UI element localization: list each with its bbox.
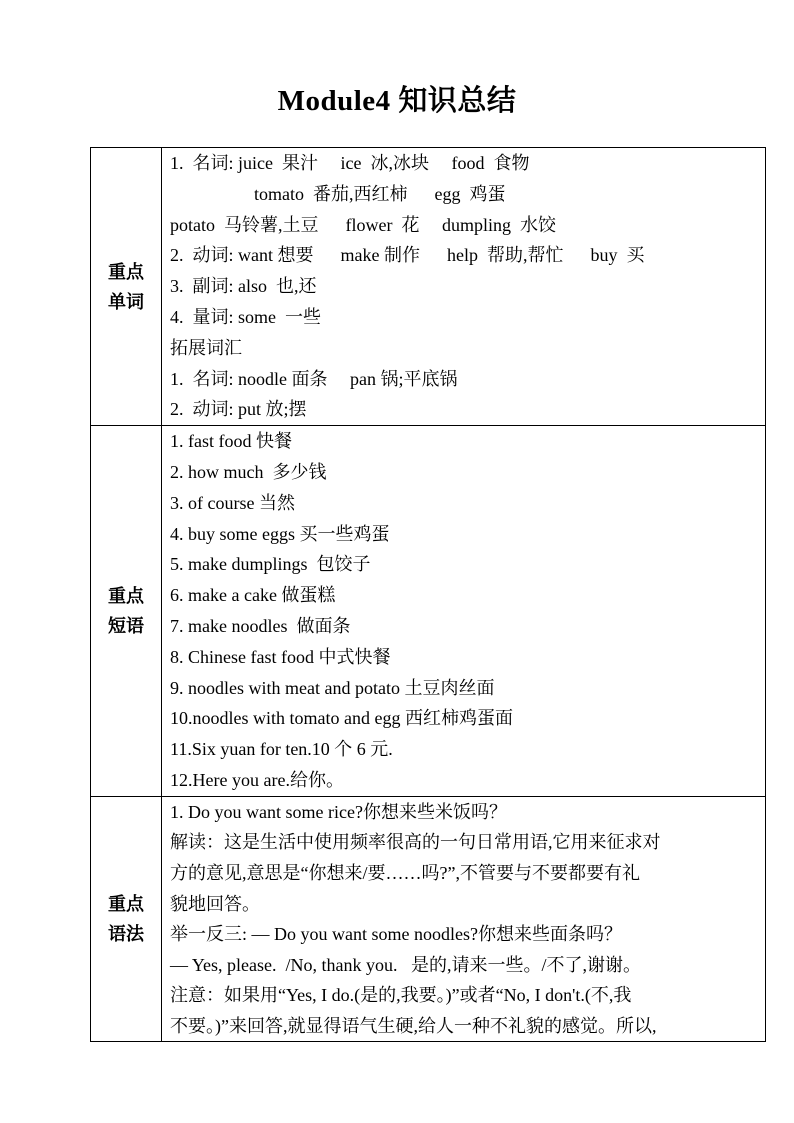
section-content-cell	[162, 426, 766, 797]
text-line: 11.Six yuan for ten.10 个 6 元.	[170, 739, 393, 760]
key-grammar-text	[162, 797, 765, 1042]
text-line: 拓展词汇	[170, 337, 242, 358]
text-line: 9. noodles with meat and potato 土豆肉丝面	[170, 677, 495, 698]
text-line: 解读：这是生活中使用频率很高的一句日常用语,它用来征求对	[170, 832, 661, 853]
text-line: potato 马铃薯,土豆 flower 花 dumpling 水饺	[170, 214, 556, 235]
section-row-grammar	[91, 796, 766, 1042]
text-line: 1. Do you want some rice?你想来些米饭吗？	[170, 801, 507, 822]
text-line: 12.Here you are.给你。	[170, 769, 344, 790]
key-phrases-list	[162, 426, 765, 796]
section-label: 重点 短语	[108, 585, 144, 636]
text-line: 举一反三: — Do you want some noodles?你想来些面条吗？	[170, 924, 622, 945]
text-line: 6. make a cake 做蛋糕	[170, 585, 336, 606]
text-line: 4. 量词: some 一些	[170, 306, 321, 327]
key-words-list	[162, 148, 765, 425]
section-label: 重点 语法	[108, 894, 144, 945]
text-line: 3. of course 当然	[170, 492, 295, 513]
text-line: 1. 名词: noodle 面条 pan 锅;平底锅	[170, 368, 458, 389]
text-line: 1. fast food 快餐	[170, 431, 292, 452]
text-line: 3. 副词: also 也,还	[170, 276, 317, 297]
text-line: 方的意见,意思是“你想来/要……吗?”,不管要与不要都要有礼	[170, 862, 640, 883]
text-line: — Yes, please. /No, thank you. 是的,请来一些。/不了,谢谢。	[170, 954, 641, 975]
text-line: 4. buy some eggs 买一些鸡蛋	[170, 523, 390, 544]
section-label-cell	[91, 426, 162, 797]
text-line: 1. 名词: juice 果汁 ice 冰,冰块 food 食物	[170, 153, 530, 173]
section-row-phrases	[91, 426, 766, 797]
text-line: 貌地回答。	[170, 893, 260, 914]
text-line: 2. 动词: want 想要 make 制作 help 帮助,帮忙 buy 买	[170, 245, 645, 266]
section-content-cell	[162, 796, 766, 1042]
knowledge-table	[90, 147, 766, 1042]
section-row-words	[91, 148, 766, 426]
section-label-cell	[91, 796, 162, 1042]
text-line: tomato 番茄,西红柿 egg 鸡蛋	[254, 183, 506, 204]
section-label: 重点 单词	[108, 261, 144, 312]
text-line: 2. 动词: put 放;摆	[170, 399, 307, 420]
text-line: 5. make dumplings 包饺子	[170, 554, 371, 575]
section-label-cell	[91, 148, 162, 426]
page-title: Module4 知识总结	[277, 85, 517, 117]
text-line: 10.noodles with tomato and egg 西红柿鸡蛋面	[170, 708, 513, 729]
text-line: 注意：如果用“Yes, I do.(是的,我要。)”或者“No, I don't.(不,我	[170, 985, 632, 1006]
text-line: 7. make noodles 做面条	[170, 615, 351, 636]
text-line: 2. how much 多少钱	[170, 461, 327, 482]
text-line: 不要。)”来回答,就显得语气生硬,给人一种不礼貌的感觉。所以,	[170, 1015, 657, 1036]
section-content-cell	[162, 148, 766, 426]
text-line: 8. Chinese fast food 中式快餐	[170, 646, 391, 667]
